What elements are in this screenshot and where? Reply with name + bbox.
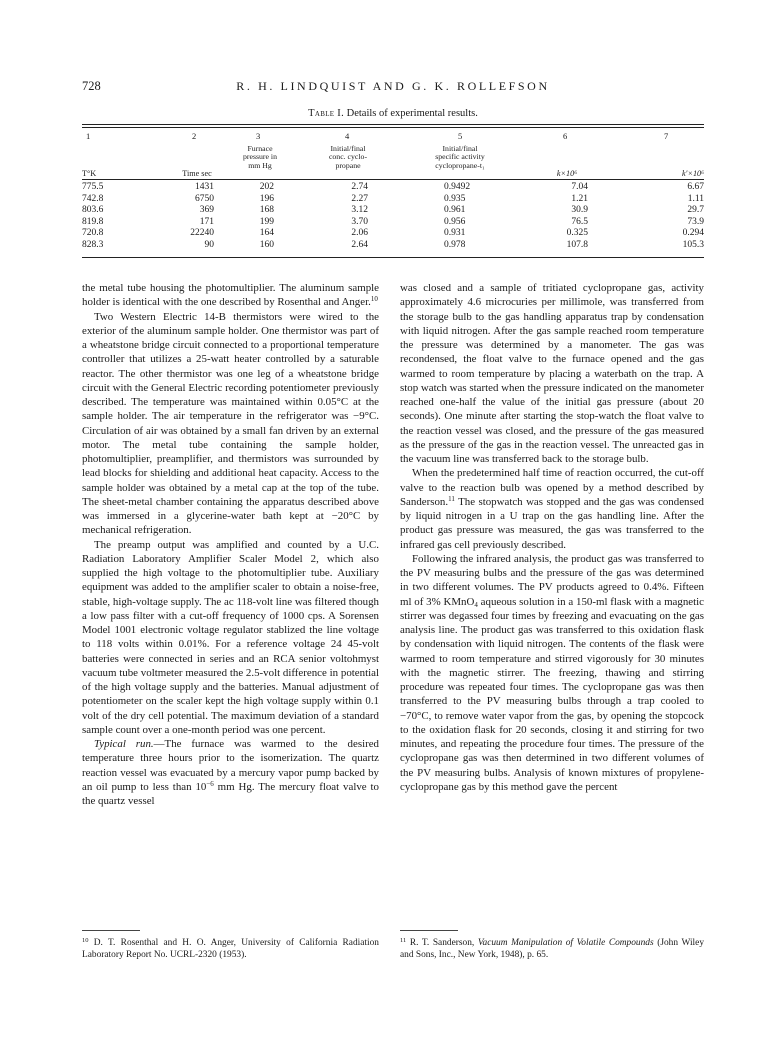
table-row <box>82 194 704 205</box>
table-cell: 2.27 <box>351 193 368 204</box>
table-caption <box>82 108 704 119</box>
header-k-prime: k′×10⁶ <box>682 169 704 178</box>
col-num: 6 <box>563 131 568 141</box>
table-cell: 2.74 <box>351 182 368 192</box>
footnote-11: $^{11}$ R. T. Sanderson, Vacuum Manipulation of Volatile Compounds (John Wiley and Sons, Inc., New York, 1948), p. 65. <box>400 937 705 960</box>
table-cell: 819.8 <box>82 216 104 227</box>
table-row <box>82 217 704 228</box>
header-specific-activity: Initial/final specific activity cyclopropane-t₁ <box>435 144 485 170</box>
table-cell: 6750 <box>195 193 214 204</box>
paragraph: Typical run.—The furnace was warmed to the desired temperature three hours prior to the isomerization. The quartz reaction vessel was evacuated by a mercury vapor pump backed by an oil pump to less than $10^{-6}$ mm Hg. The mercury float valve to the quartz vessel <box>82 738 379 807</box>
page-header <box>82 79 704 97</box>
table-cell: 3.70 <box>351 216 368 227</box>
table-cell: 775.5 <box>82 182 104 192</box>
ref-10: 10 <box>370 295 378 304</box>
table-cell: 105.3 <box>682 240 704 250</box>
header-initial-final-conc: Initial/final conc. cyclo- propane <box>328 144 368 170</box>
table-cell: 1.21 <box>571 193 588 204</box>
paragraph: Following the infrared analysis, the product gas was transferred to the PV measuring bulbs and the pressure of the gas was determined in two different volumes. The PV products agreed to 0.4%. Fifteen ml of 3% KMnO$_4$ aqueous solution in a 150-ml flask with a magnetic stirrer was degassed four times by freezing and evacuating on the gas analysis line. The product gas was transferred to this oxidation flask by condensation with liquid nitrogen. The contents of the flask were warmed to room temperature and stirred vigorously for 30 minutes with the magnetic stirrer. The freezing, thawing and stirring procedure was repeated four times. The cyclopropane gas was then transferred to the PV measuring bulbs through a trap cooled to −70°C, to remove water vapor from the gas, by opening the stopcock to the oxidation flask for 20 seconds, closing it and stirring for two minutes, and repeating the procedure four times. The pressure of the cyclopropane gas was then determined in two different volumes of the PV measuring bulbs. Analysis of known mixtures of propylene-cyclopropane gas by this method gave the percent <box>400 552 704 793</box>
col-num: 4 <box>345 131 350 141</box>
table-cell: 164 <box>259 228 274 239</box>
table-cell: 0.956 <box>444 216 466 227</box>
table-cell: 3.12 <box>351 205 368 216</box>
table-cell: 720.8 <box>82 228 104 239</box>
table-cell: 30.9 <box>571 205 588 216</box>
col-num: 5 <box>458 131 463 141</box>
table-cell: 29.7 <box>687 205 704 216</box>
run-heading: Typical run. <box>94 738 154 750</box>
table-top-rule <box>82 124 704 125</box>
col-num: 3 <box>256 131 261 141</box>
table-cell: 202 <box>259 182 274 192</box>
table-header-rule <box>82 179 704 180</box>
table-cell: 7.04 <box>571 182 588 192</box>
table-cell: 90 <box>204 240 214 250</box>
table-cell: 0.931 <box>444 228 466 239</box>
footnote-10: $^{10}$ D. T. Rosenthal and H. O. Anger, University of California Radiation Laboratory Report No. UCRL-2320 (1953). <box>82 937 379 960</box>
table-cell: 107.8 <box>566 240 588 250</box>
table-row <box>82 205 704 216</box>
table-cell: 6.67 <box>687 182 704 192</box>
running-head: R. H. LINDQUIST AND G. K. ROLLEFSON <box>236 79 550 93</box>
table-cell: 168 <box>259 205 274 216</box>
paragraph: was closed and a sample of tritiated cyclopropane gas, activity approximately 4.6 microcuries per millimole, was transferred from the storage bulb to the gas handling apparatus trap by condensation with liquid nitrogen. After the gas sample reached room temperature the pressure was determined by a manometer. The gas was recondensed, the float valve to the furnace opened and the gas warmed to room temperature by placing a waterbath on the trap. A stop watch was started when the pressure indicated on the manometer reached one-half the value of the initial gas pressure (about 20 seconds). One minute after starting the stop-watch the float valve to the reaction vessel was closed, and the pressure of the gas measured as the pressure of the gas in the reaction vessel. The unreacted gas in the vacuum line was transferred back to the storage bulb. <box>400 282 704 465</box>
table-caption-text: Details of experimental results. <box>346 108 478 119</box>
col-num: 7 <box>664 131 669 141</box>
table-caption-label: Table I. <box>308 108 344 119</box>
table-cell: 73.9 <box>687 216 704 227</box>
header-k: k×10⁶ <box>556 169 578 178</box>
table-cell: 2.64 <box>351 240 368 250</box>
paragraph: the metal tube housing the photomultiplier. The aluminum sample holder is identical with the one described by Rosenthal and Anger.$^{10}$ <box>82 282 379 309</box>
paragraph: Two Western Electric 14-B thermistors were wired to the exterior of the aluminum sample holder. One thermistor was part of a wheatstone bridge circuit connected to a proportional temperature controller that utilizes a 25-watt heater controlled by a saturable reactor. The other thermistor was one leg of a wheatstone bridge circuit with the General Electric recording potentiometer previously described. The temperature was maintained within 0.05°C at the sample holder. The air temperature in the refrigerator was −9°C. Circulation of air was obtained by a small fan driven by an external motor. The metal tube containing the sample holder, photomultiplier, preamplifier, and thermistors was surrounded by lead blocks for shielding and additional heat capacity. Access to the sample holder was obtained by a metal cap at the top of the tube. The sheet-metal chamber containing the apparatus described above was immersed in a glycerine-water bath kept at −20°C by mechanical refrigeration. <box>82 310 379 537</box>
col-num: 1 <box>86 131 91 141</box>
table-cell: 1431 <box>195 182 214 192</box>
footnote-rule-left <box>82 930 140 931</box>
table-cell: 199 <box>259 216 274 227</box>
header-time: Time sec <box>182 169 212 178</box>
table-row <box>82 240 704 251</box>
col-num: 2 <box>192 131 197 141</box>
table-column-numbers <box>82 131 704 142</box>
header-furnace-pressure: Furnace pressure in mm Hg <box>243 144 277 170</box>
table-cell: 171 <box>199 216 214 227</box>
table-row <box>82 228 704 239</box>
table-cell: 2.06 <box>351 228 368 239</box>
table-cell: 0.9492 <box>444 182 471 192</box>
table-cell: 0.325 <box>566 228 588 239</box>
body-column-right <box>400 281 704 794</box>
table-cell: 0.935 <box>444 193 466 204</box>
table-cell: 0.961 <box>444 205 466 216</box>
table-row <box>82 182 704 193</box>
table-cell: 803.6 <box>82 205 104 216</box>
table-cell: 0.294 <box>682 228 704 239</box>
table-cell: 828.3 <box>82 240 104 250</box>
table-cell: 196 <box>259 193 274 204</box>
page-number: 728 <box>82 79 101 93</box>
header-temperature: T°K <box>82 169 97 178</box>
body-column-left <box>82 281 379 808</box>
paragraph: The preamp output was amplified and counted by a U.C. Radiation Laboratory Amplifier Scaler Model 2, which also supplied the high voltage to the photomultiplier tube. Auxiliary equipment was added to the amplifier scaler to obtain a noise-free, stable, high-voltage supply. The ac 118-volt line was filtered though a low pass filter with a cut-off frequency of 1000 cps. A Sorensen Model 1001 electronic voltage regulator stablized the line voltage to 118 volts within 0.01%. For a reference voltage 24 45-volt batteries were connected in series and an RCA senior voltohmyst vacuum tube voltmeter measured the 2.5-volt difference in potential of the high voltage supply and the batteries. Manual adjustment of potentiometer on the scaler kept the high voltage supply within 0.1 volt of the dry cell potential. The maximum deviation of a standard sample count over a one-month period was one percent. <box>82 538 379 736</box>
table-cell: 76.5 <box>571 216 588 227</box>
table-cell: 160 <box>259 240 274 250</box>
table-cell: 369 <box>199 205 214 216</box>
table-cell: 0.978 <box>444 240 466 250</box>
table-cell: 742.8 <box>82 193 104 204</box>
table-cell: 1.11 <box>687 193 704 204</box>
table-bottom-rule <box>82 257 704 258</box>
ref-11: 11 <box>448 494 455 503</box>
table-top-rule-double <box>82 127 704 128</box>
footnote-rule-right <box>400 930 458 931</box>
paragraph: When the predetermined half time of reaction occurred, the cut-off valve to the reaction bulb was opened by a method described by Sanderson.$^{11}$ The stopwatch was stopped and the gas was condensed by liquid nitrogen in a U trap on the gas handling line. After the product gas pressure was measured, the gas was transferred to the infrared gas cell previously described. <box>400 467 704 551</box>
results-table-body <box>82 182 704 272</box>
table-cell: 22240 <box>190 228 214 239</box>
